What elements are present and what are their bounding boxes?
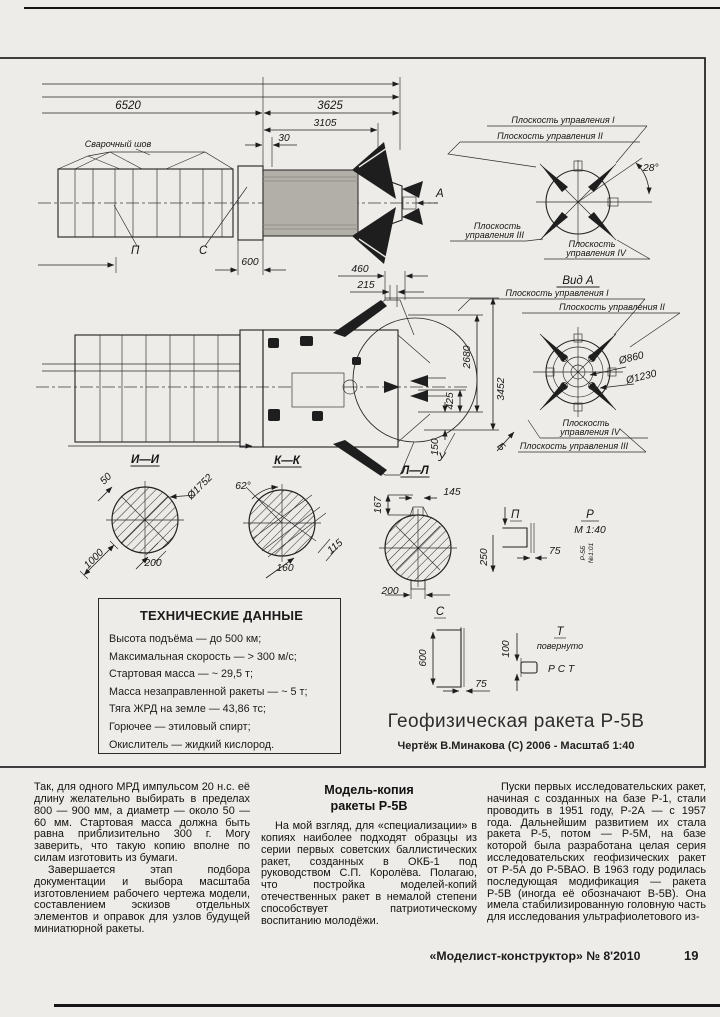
rocket-side-view-outer <box>38 139 444 275</box>
tech-data-box <box>98 598 341 754</box>
tech-data-row: Окислитель — жидкий кислород. <box>109 738 275 751</box>
part-number-line2: №1:01 <box>588 542 595 564</box>
label-plane-4b: управления IV <box>560 427 620 437</box>
dim-200-ll: 200 <box>381 586 399 597</box>
dim-115: 115 <box>325 537 346 557</box>
dim-2680: 2680 <box>462 345 473 369</box>
label-plane-3b: управления III <box>465 230 524 240</box>
paragraph: Пуски первых исследовательских ракет, начиная с созданных на базе Р-1, стали проводить в 1951 году, Р-2А — с 1957 года. Дальнейшим развитием их стала ракета Р-5, потом — Р-5М, на базе которой была разработана целая серия исследовательских геофизических ракет от Р-5А до Р-5ВАО. В 1963 году родилась последующая модификация — ракета Р-5В (иногда её обозначают В-5В). Она имела стабилизированную головную часть для исследования ультрафиолетового из- <box>487 782 706 924</box>
callout-p: П <box>131 245 140 257</box>
drawing-credit: Чертёж В.Минакова (С) 2006 - Масштаб 1:40 <box>397 740 635 752</box>
dim-150: 150 <box>430 438 441 456</box>
dim-75-p: 75 <box>549 546 561 557</box>
paragraph: Завершается этап подбора документации и выбора масштаба изготовлением рабочего чертежа модели, составлением эскизов отдельных элементов и оправок для узлов будущей миниатюрной ракеты. <box>34 863 250 936</box>
label-plane-1: Плоскость управления I <box>511 115 615 125</box>
view-arrow-b-label: Б <box>494 440 508 454</box>
tech-data-title: ТЕХНИЧЕСКИЕ ДАННЫЕ <box>139 608 304 623</box>
article-heading-line1: Модель-копия <box>324 783 414 797</box>
callout-u: У <box>438 452 446 464</box>
dim-diameter-860: Ø860 <box>617 350 645 367</box>
detail-r-title: Р <box>586 509 594 521</box>
dim-160: 160 <box>276 563 294 574</box>
dim-angle-28: 28° <box>643 163 659 174</box>
fin-lower <box>352 207 396 264</box>
label-plane-3: Плоскость управления III <box>519 441 629 451</box>
dim-diameter-1230: Ø1230 <box>625 368 658 387</box>
detail-rst-letters: Р С Т <box>548 664 575 675</box>
section-i-i <box>80 454 215 579</box>
tech-data-row: Стартовая масса — ~ 29,5 т; <box>109 668 253 681</box>
detail-t <box>501 626 583 691</box>
label-plane-1: Плоскость управления I <box>505 288 609 298</box>
dim-30: 30 <box>278 133 290 144</box>
label-plane-2: Плоскость управления II <box>497 131 603 141</box>
fin-orientation-view <box>448 115 659 259</box>
dim-145: 145 <box>443 487 461 498</box>
detail-s-title: С <box>435 606 445 618</box>
section-l-l <box>373 465 461 599</box>
view-a <box>458 275 680 452</box>
dim-167: 167 <box>373 496 384 514</box>
detail-r-scale: М 1:40 <box>574 525 606 536</box>
dim-3452: 3452 <box>496 377 507 401</box>
dim-425: 425 <box>445 392 456 410</box>
callout-s: С <box>199 245 208 257</box>
dim-100: 100 <box>501 640 512 658</box>
footer-page-number: 19 <box>684 948 699 963</box>
section-i-i-title: И—И <box>130 454 160 466</box>
weld-seam-label: Сварочный шов <box>84 139 152 149</box>
label-plane-4a: Плоскость <box>562 418 610 428</box>
tech-data-row: Горючее — этиловый спирт; <box>109 720 251 733</box>
article-column-3 <box>487 782 706 924</box>
dim-3625: 3625 <box>317 100 343 112</box>
paragraph: На мой взгляд, для «специализации» в копиях наиболее подходят образцы из серии первых советских баллистических ракет, созданных в ОКБ-1 под руководством С.П. Королёва. Полагаю, что постройка моделей-копий отечественных ракет в немалой степени способствует патриотическому воспитанию молодёжи. <box>261 820 477 927</box>
section-k-k-title: К—К <box>274 455 300 467</box>
label-plane-3a: Плоскость <box>473 221 521 231</box>
tech-data-row: Масса незаправленной ракеты — ~ 5 т; <box>109 685 308 698</box>
dim-600: 600 <box>241 257 259 268</box>
section-k-k <box>235 455 345 578</box>
fin-upper <box>352 142 396 199</box>
view-a-title: Вид А <box>562 275 594 287</box>
detail-t-note: повернуто <box>536 641 584 651</box>
article-column-1 <box>34 782 250 936</box>
dim-215: 215 <box>357 280 375 291</box>
dim-200-ii: 200 <box>144 558 162 569</box>
footer-magazine-title: «Моделист-конструктор» № 8'2010 <box>429 949 641 963</box>
tech-data-row: Высота подъёма — до 500 км; <box>109 633 262 645</box>
dim-460: 460 <box>351 264 369 275</box>
page-top-rule <box>24 7 720 9</box>
top-dimension-chain <box>42 77 400 169</box>
dim-50: 50 <box>98 471 115 488</box>
article-heading-line2: ракеты Р-5В <box>330 798 408 813</box>
dim-3105: 3105 <box>313 118 337 129</box>
dim-6520: 6520 <box>115 100 141 112</box>
detail-p <box>479 507 606 572</box>
article-column-2 <box>261 782 477 928</box>
drawing-title-block <box>330 711 702 752</box>
dim-600-s: 600 <box>418 649 429 667</box>
detail-t-title: Т <box>556 626 564 638</box>
view-arrow-a-label: А <box>436 188 444 200</box>
dim-250: 250 <box>479 548 490 566</box>
dim-62deg: 62° <box>235 481 251 492</box>
drawing-title: Геофизическая ракета Р-5В <box>387 711 645 732</box>
part-number-line1: Р-5Б <box>580 545 587 561</box>
paragraph: Так, для одного МРД импульсом 20 н.с. её длину желательно выбирать в пределах 800 — 900 мм, а диаметр — около 50 — 60 мм. Стартовая масса должна быть равна приблизительно 300 г. Могу заверить, что такую копию вполне по силам изготовить из бумаги. <box>34 781 250 865</box>
tech-data-row: Тяга ЖРД на земле — 43,86 тс; <box>109 703 266 716</box>
dim-1000: 1000 <box>82 547 107 572</box>
label-plane-4a: Плоскость <box>568 239 616 249</box>
dim-75-s: 75 <box>475 679 487 690</box>
section-l-l-title: Л—Л <box>401 465 429 477</box>
label-plane-4b: управления IV <box>566 248 626 258</box>
rocket-side-view-internal <box>36 264 514 476</box>
detail-p-title: П <box>511 509 520 521</box>
dim-diameter-1752: Ø1752 <box>185 472 216 503</box>
label-plane-2: Плоскость управления II <box>559 302 665 312</box>
page-bottom-rule <box>54 1004 720 1007</box>
detail-s <box>418 606 490 691</box>
tech-data-row: Максимальная скорость — > 300 м/с; <box>109 650 297 663</box>
